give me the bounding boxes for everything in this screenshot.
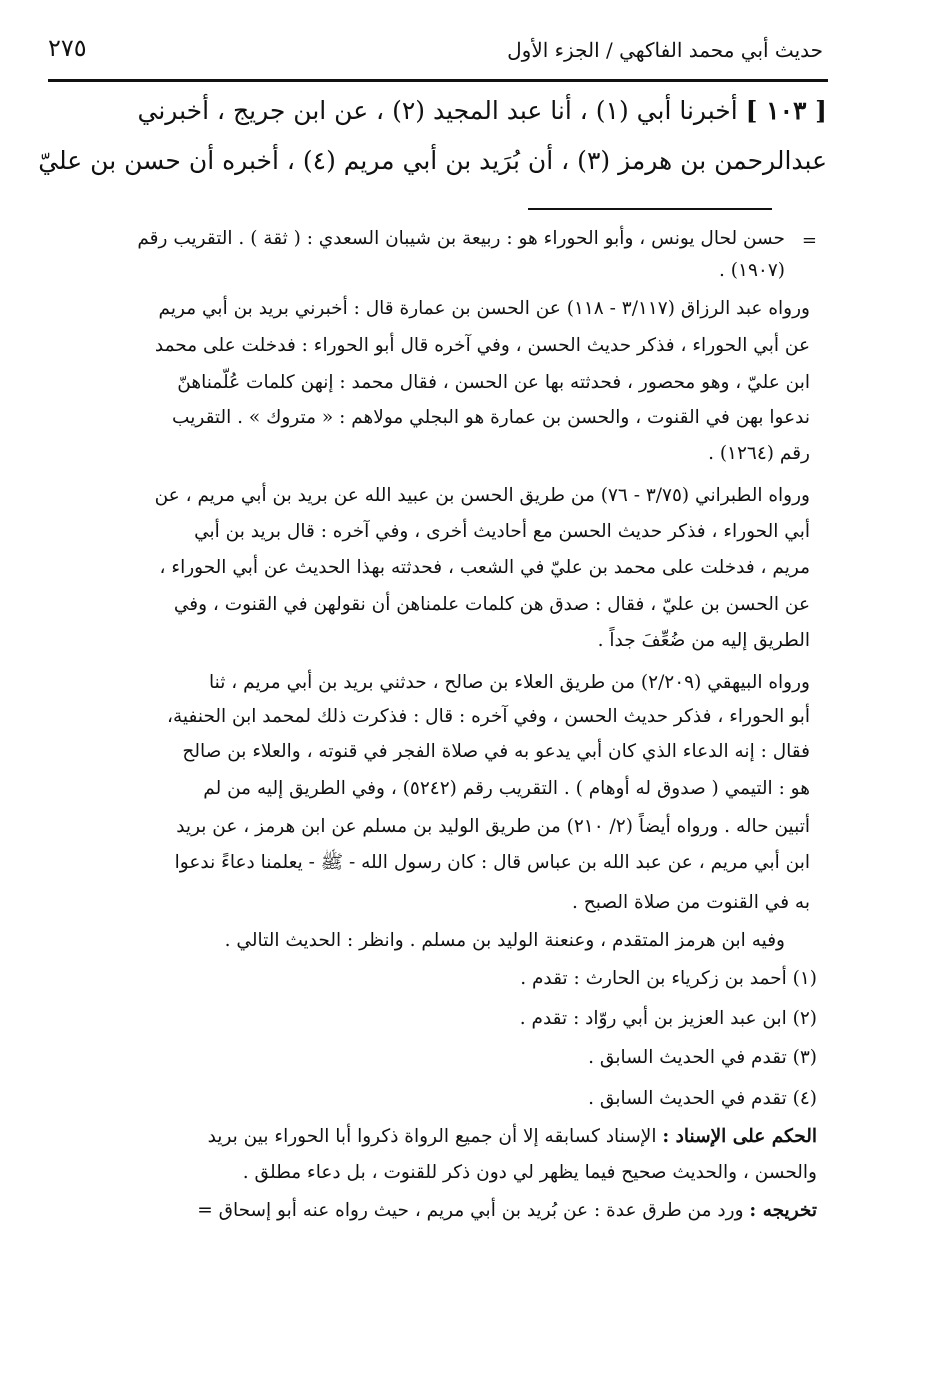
hadith-number: [ ١٠٣ ]	[745, 96, 827, 125]
footnote-2: (٢) ابن عبد العزيز بن أبي روّاد : تقدم .	[519, 1008, 817, 1029]
footnote-line: الطريق إليه من ضُعِّفَ جداً .	[597, 630, 810, 651]
footnote-line: وفيه ابن هرمز المتقدم ، وعنعنة الوليد بن مسلم . وانظر : الحديث التالي .	[224, 930, 785, 951]
footnote-line: مريم ، فدخلت على محمد بن عليّ في الشعب ، فحدثته بهذا الحديث عن أبي الحوراء ،	[159, 557, 810, 578]
footnote-line: ابن أبي مريم ، عن عبد الله بن عباس قال : كان رسول الله - ﷺ - يعلمنا دعاءً ندعوا	[174, 852, 810, 873]
hukm-line-1	[208, 1126, 817, 1147]
takhrij-line	[197, 1200, 817, 1221]
footnote-line: ابن عليّ ، وهو محصور ، فحدثته بها عن الحسن ، فقال محمد : إنهن كلمات عُلّمناهنّ	[177, 372, 810, 393]
footnote-1: (١) أحمد بن زكرياء بن الحارث : تقدم .	[520, 968, 817, 989]
footnote-line: أبو الحوراء ، فذكر حديث الحسن ، وفي آخره : قال : فذكرت ذلك لمحمد ابن الحنفية،	[167, 706, 810, 727]
footnote-line: به في القنوت من صلاة الصبح .	[572, 892, 810, 913]
footnote-line: هو : التيمي ( صدوق له أوهام ) . التقريب رقم (٥٢٤٢) ، وفي الطريق إليه من لم	[203, 778, 810, 799]
footnote-separator	[528, 208, 772, 210]
hukm-label: الحكم على الإسناد :	[662, 1126, 817, 1147]
footnote-line: حسن لحال يونس ، وأبو الحوراء هو : ربيعة بن شيبان السعدي : ( ثقة ) . التقريب رقم	[137, 228, 785, 249]
footnote-4: (٤) تقدم في الحديث السابق .	[588, 1088, 817, 1109]
hadith-line-2: عبدالرحمن بن هرمز (٣) ، أن بُرَيد بن أبي مريم (٤) ، أخبره أن حسن بن عليّ	[38, 146, 827, 175]
footnote-line: عن الحسن بن عليّ ، فقال : صدق هن كلمات علمناهن أن نقولهن في القنوت ، وفي	[173, 594, 810, 615]
footnote-line: ندعوا بهن في القنوت ، والحسن بن عمارة هو البجلي مولاهم : « متروك » . التقريب	[172, 407, 810, 428]
hadith-text-1: أخبرنا أبي (١) ، أنا عبد المجيد (٢) ، عن ابن جريج ، أخبرني	[137, 96, 738, 125]
footnote-line: أتبين حاله . ورواه أيضاً (٢/ ٢١٠) من طريق الوليد بن مسلم عن ابن هرمز ، عن بريد	[176, 816, 810, 837]
running-header-title: حديث أبي محمد الفاكهي / الجزء الأول	[507, 38, 823, 62]
hukm-line-2: والحسن ، والحديث صحيح فيما يظهر لي دون ذكر للقنوت ، بل دعاء مطلق .	[242, 1162, 817, 1183]
footnote-line: ورواه الطبراني (٣/٧٥ - ٧٦) من طريق الحسن بن عبيد الله عن بريد بن أبي مريم ، عن	[154, 485, 810, 506]
page-number: ٢٧٥	[48, 34, 87, 62]
footnote-line: ورواه عبد الرزاق (٣/١١٧ - ١١٨) عن الحسن بن عمارة قال : أخبرني بريد بن أبي مريم	[158, 298, 810, 319]
footnote-line: فقال : إنه الدعاء الذي كان أبي يدعو به في صلاة الفجر في قنوته ، والعلاء بن صالح	[182, 741, 810, 762]
footnote-line: ورواه البيهقي (٢/٢٠٩) من طريق العلاء بن صالح ، حدثني بريد بن أبي مريم ، ثنا	[209, 672, 810, 693]
footnote-line: (١٩٠٧) .	[719, 260, 785, 281]
footnote-line: رقم (١٢٦٤) .	[708, 443, 810, 464]
footnote-3: (٣) تقدم في الحديث السابق .	[588, 1047, 817, 1068]
takhrij-label: تخريجه :	[749, 1200, 817, 1221]
takhrij-text: ورد من طرق عدة : عن بُريد بن أبي مريم ، حيث رواه عنه أبو إسحاق =	[197, 1200, 744, 1221]
footnote-line: أبي الحوراء ، فذكر حديث الحسن مع أحاديث أخرى ، وفي آخره : قال بريد بن أبي	[194, 521, 810, 542]
hukm-text: الإسناد كسابقه إلا أن جميع الرواة ذكروا أبا الحوراء بين بريد	[207, 1126, 657, 1147]
header-rule	[48, 79, 828, 82]
hadith-line-1	[107, 96, 827, 125]
footnote-line: عن أبي الحوراء ، فذكر حديث الحسن ، وفي آخره قال أبو الحوراء : فدخلت على محمد	[154, 335, 810, 356]
continuation-mark: =	[801, 230, 817, 251]
